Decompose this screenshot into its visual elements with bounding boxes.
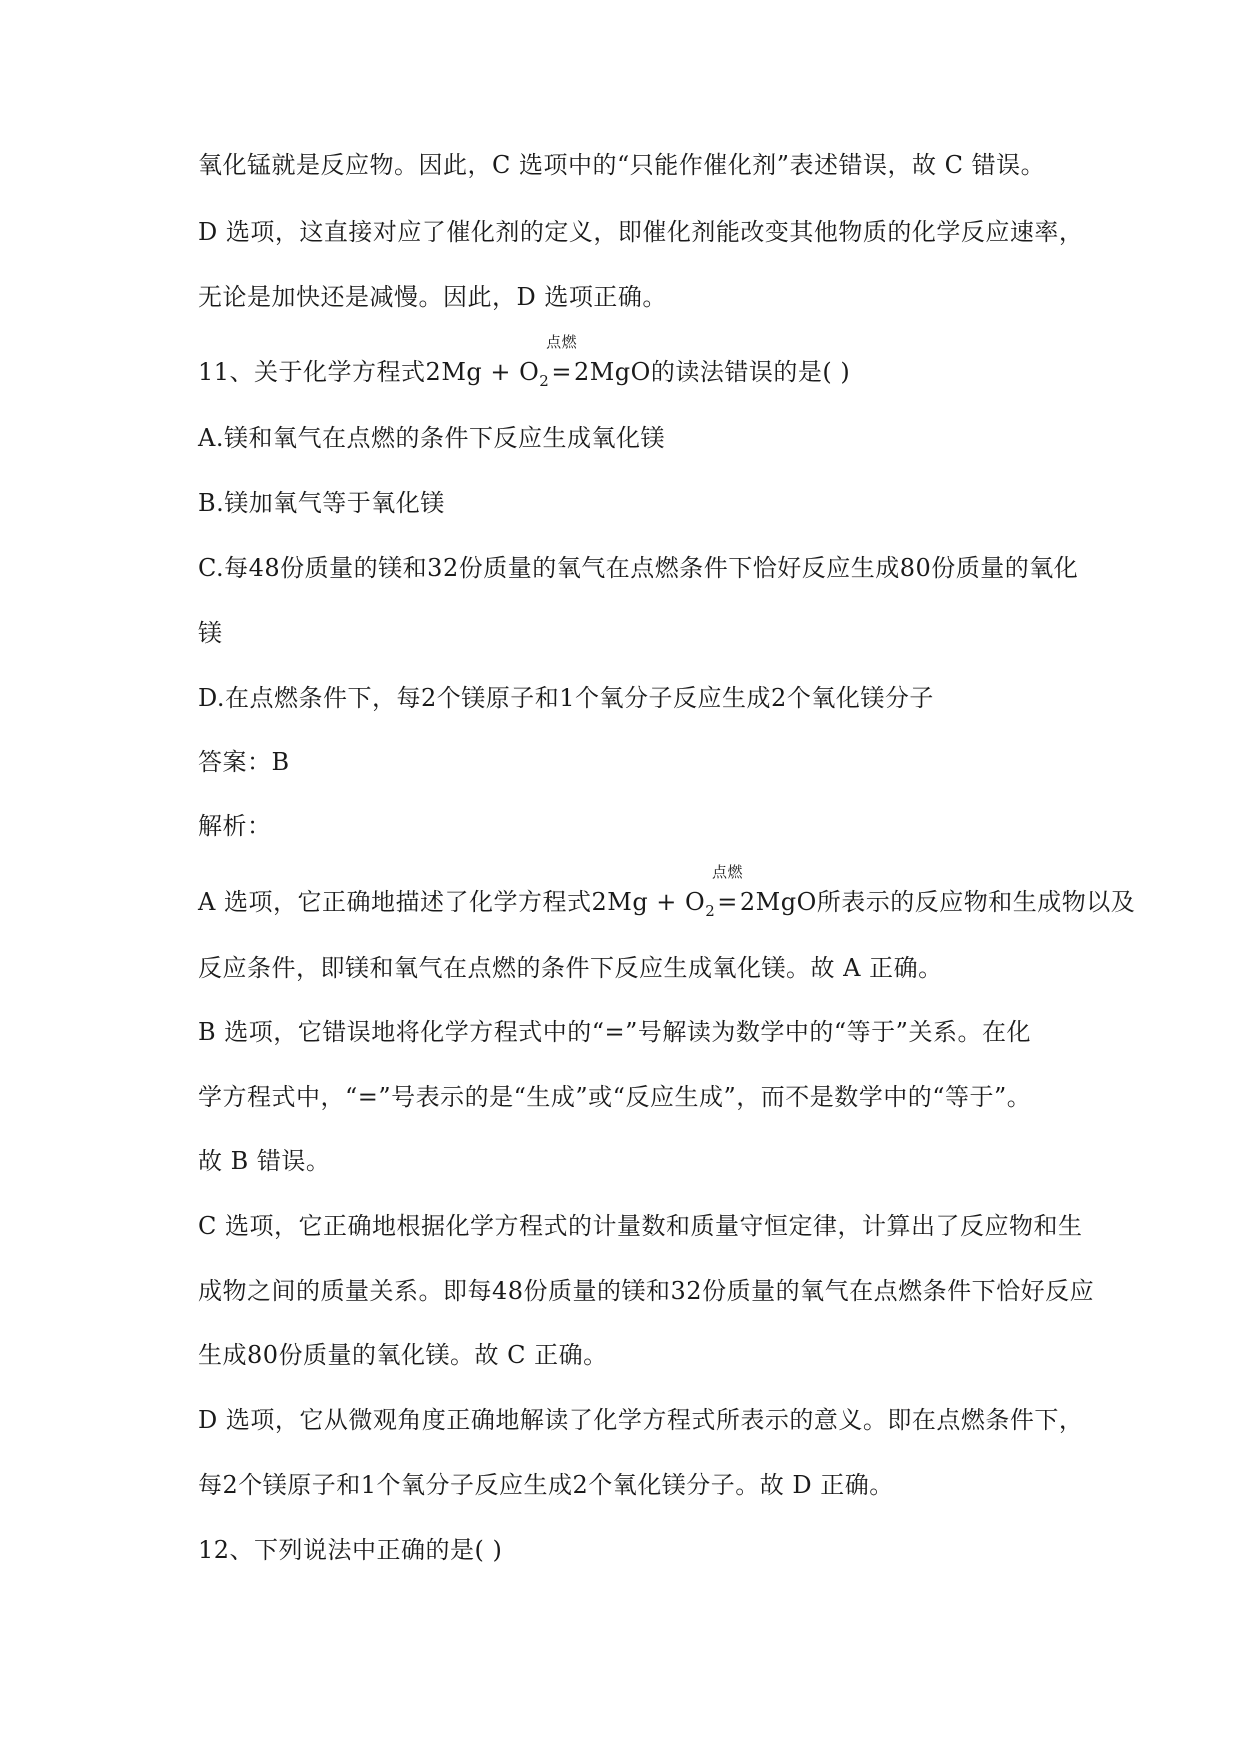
text-line: 每2个镁原子和1个氧分子反应生成2个氧化镁分子。故 D 正确。 [198,1471,894,1499]
question-11 [198,333,851,396]
equation-rhs: 2MgO [739,888,817,916]
equation-rhs: 2MgO [573,358,651,386]
equation-operator: 点燃 = [712,863,744,916]
question-12: 12、下列说法中正确的是( ) [198,1536,503,1564]
text-line: 学方程式中，“=”号表示的是“生成”或“反应生成”，而不是数学中的“等于”。 [198,1083,1032,1111]
text-line: 无论是加快还是减慢。因此，D 选项正确。 [198,283,667,311]
analysis-heading: 解析： [198,812,272,840]
equation-lhs: 2Mg + O [425,358,540,386]
text-line: 故 B 错误。 [198,1147,331,1175]
equation-subscript: 2 [705,902,716,920]
equation-operator: 点燃 = [546,333,578,386]
option-d: D.在点燃条件下，每2个镁原子和1个氧分子反应生成2个氧化镁分子 [198,684,934,712]
equation-lhs: 2Mg + O [591,888,706,916]
analysis-a [198,863,1136,926]
equation-condition: 点燃 [712,863,744,881]
text-line: B 选项，它错误地将化学方程式中的“=”号解读为数学中的“等于”关系。在化 [198,1018,1031,1046]
option-c-cont: 镁 [198,619,223,647]
equation-condition: 点燃 [546,333,578,351]
analysis-a-suffix: 所表示的反应物和生成物以及 [816,888,1136,916]
option-b: B.镁加氧气等于氧化镁 [198,489,445,517]
text-line: C 选项，它正确地根据化学方程式的计量数和质量守恒定律，计算出了反应物和生 [198,1212,1083,1240]
chemical-equation [425,333,651,396]
answer: 答案：B [198,748,290,776]
text-line: D 选项，这直接对应了催化剂的定义，即催化剂能改变其他物质的化学反应速率， [198,218,1084,246]
text-line: D 选项，它从微观角度正确地解读了化学方程式所表示的意义。即在点燃条件下， [198,1406,1084,1434]
option-c: C.每48份质量的镁和32份质量的氧气在点燃条件下恰好反应生成80份质量的氧化 [198,554,1079,582]
text-line: 反应条件，即镁和氧气在点燃的条件下反应生成氧化镁。故 A 正确。 [198,954,943,982]
option-a: A.镁和氧气在点燃的条件下反应生成氧化镁 [198,424,665,452]
question-11-suffix: 的读法错误的是( ) [650,358,851,386]
chemical-equation [591,863,817,926]
analysis-a-prefix: A 选项，它正确地描述了化学方程式 [198,888,592,916]
text-line: 氧化锰就是反应物。因此，C 选项中的“只能作催化剂”表述错误，故 C 错误。 [198,151,1046,179]
text-line: 生成80份质量的氧化镁。故 C 正确。 [198,1341,608,1369]
question-11-prefix: 11、关于化学方程式 [198,358,426,386]
text-line: 成物之间的质量关系。即每48份质量的镁和32份质量的氧气在点燃条件下恰好反应 [198,1277,1095,1305]
equation-subscript: 2 [539,372,550,390]
